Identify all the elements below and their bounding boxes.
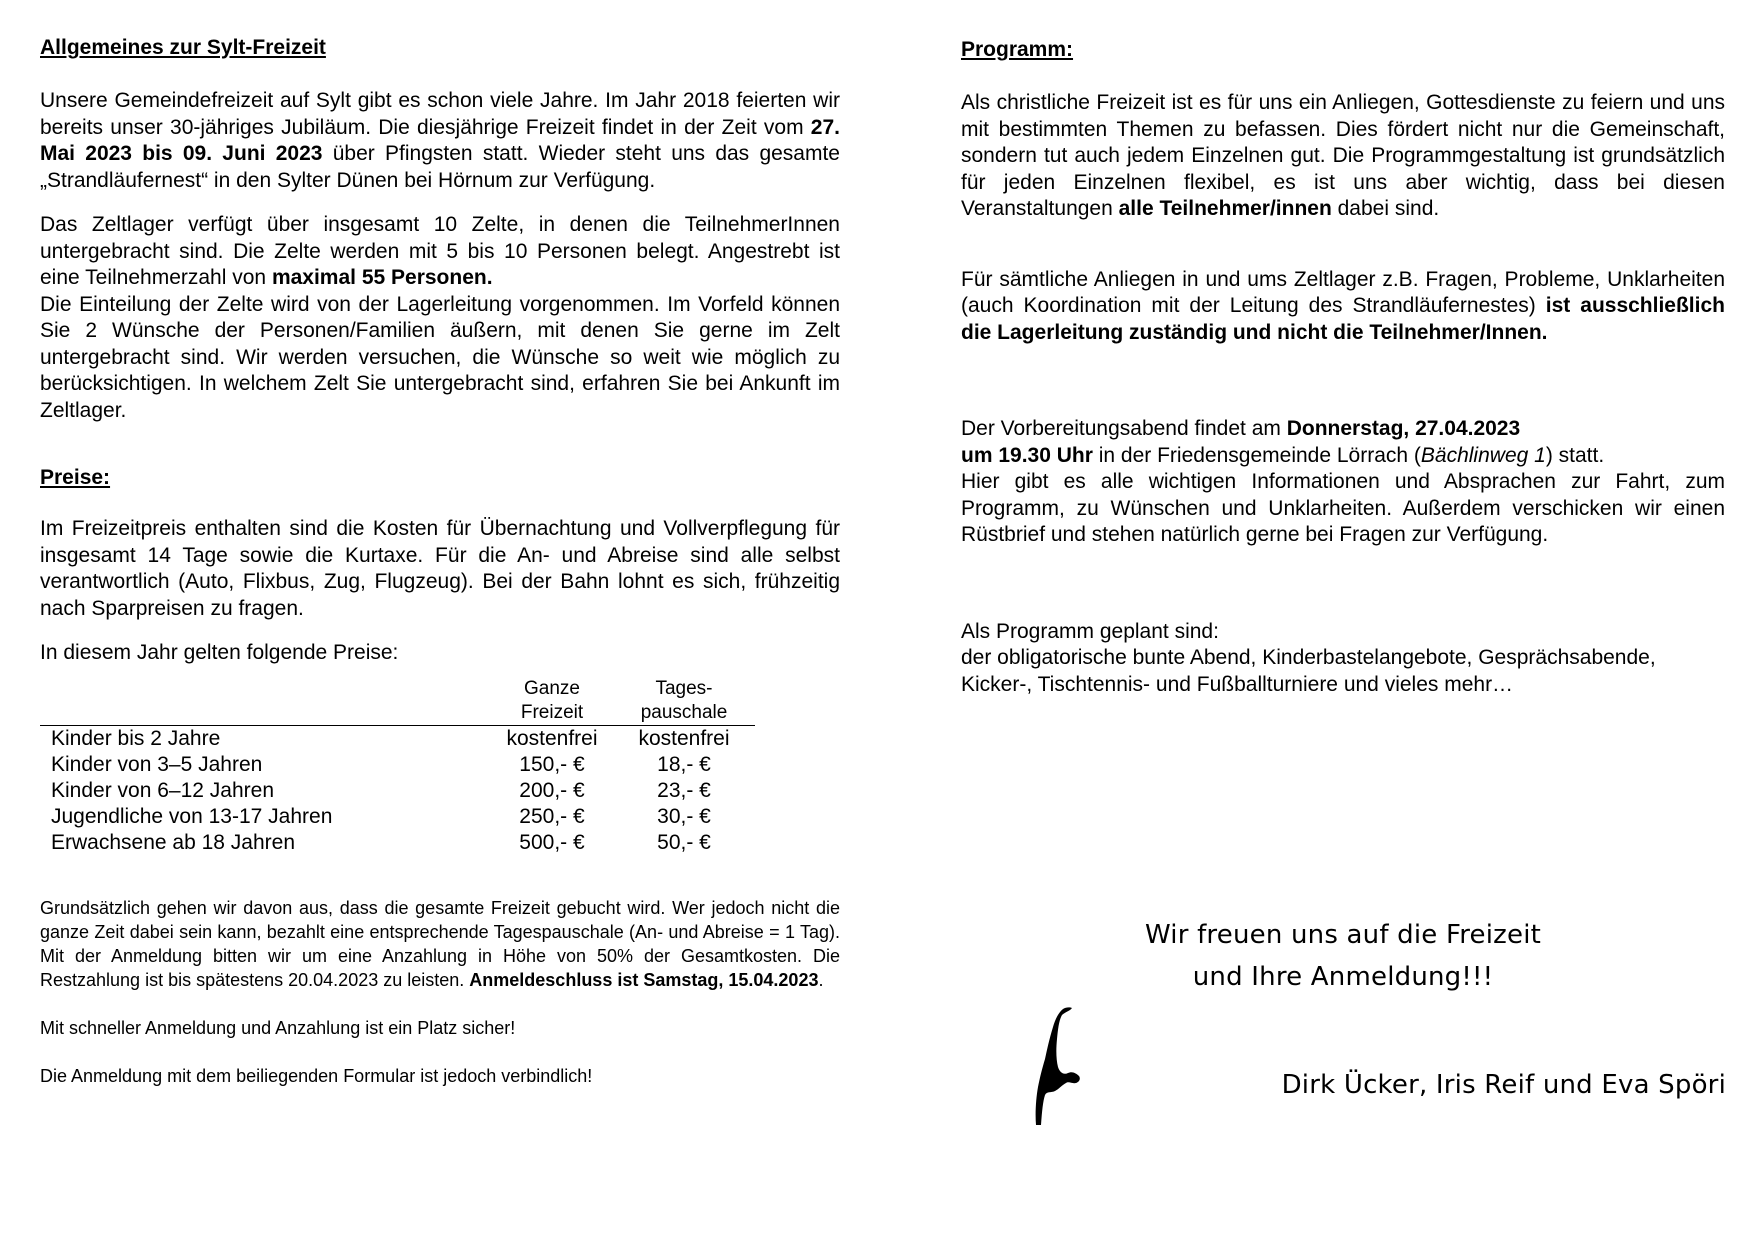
paragraph-preparation-evening: Der Vorbereitungsabend findet am Donnerstag, 27.04.2023 um 19.30 Uhr in der Friedensgemeinde Lörrach (Bächlinweg 1) statt. [961,417,1605,467]
paragraph-tents: Das Zeltlager verfügt über insgesamt 10 Zelte, in denen die TeilnehmerInnen untergebracht sind. Die Zelte werden mit 5 bis 10 Personen belegt. Angestrebt ist eine Teilnehmerzahl von maximal 55 Personen. [40,213,840,289]
closing-line-1: Wir freuen uns auf die Freizeit [1144,920,1542,950]
header-full-stay: Ganze Freizeit [520,677,584,723]
paragraph-quick-registration: Mit schneller Anmeldung und Anzahlung ist ein Platz sicher! [40,1017,516,1038]
header-category [40,677,491,726]
table-row: Jugendliche von 13-17 Jahren 250,- € 30,- € [51,804,711,828]
paragraph-price-info: Im Freizeitpreis enthalten sind die Kosten für Übernachtung und Vollverpflegung für insgesamt 14 Tage sowie die Kurtaxe. Für die An- und Abreise sind alle selbst verantwortlich (Auto, Flixbus, Zug, Flugzeug). Bei der Bahn lohnt es sich, frühzeitig nach Sparpreisen zu fragen. [40,517,840,620]
heading-general: Allgemeines zur Sylt-Freizeit [40,36,326,59]
heading-program: Programm: [961,38,1074,61]
paragraph-planned-program-label: Als Programm geplant sind: [961,619,1219,643]
header-daily-rate: Tages- pauschale [640,677,728,723]
paragraph-planned-program: der obligatorische bunte Abend, Kinderbastelangebote, Gesprächsabende, Kicker-, Tischtennis- und Fußballturniere und vieles mehr… [961,646,1656,696]
table-row: Kinder von 6–12 Jahren 200,- € 23,- € [51,778,711,802]
paragraph-christian-program: Als christliche Freizeit ist es für uns ein Anliegen, Gottesdienste zu feiern und uns mit bestimmten Themen zu befassen. Dies fördert nicht nur die Gemeinschaft, sondern tut auch jedem Einzelnen gut. Die Programmgestaltung ist grundsätzlich für jeden Einzelnen flexibel, es ist uns aber wichtig, dass bei diesen Veranstaltungen alle Teilnehmer/innen dabei sind. [961,91,1725,220]
table-row: Erwachsene ab 18 Jahren 500,- € 50,- € [51,830,711,854]
paragraph-intro: Unsere Gemeindefreizeit auf Sylt gibt es schon viele Jahre. Im Jahr 2018 feierten wir bereits unser 30-jähriges Jubiläum. Die diesjährige Freizeit findet in der Zeit vom 27. Mai 2023 bis 09. Juni 2023 über Pfingsten statt. Wieder steht uns das gesamte „Strandläufernest“ in den Sylter Dünen bei Hörnum zur Verfügung. [40,89,840,192]
paragraph-price-intro: In diesem Jahr gelten folgende Preise: [40,641,399,664]
closing-line-2: und Ihre Anmeldung!!! [1192,962,1494,992]
paragraph-binding-registration: Die Anmeldung mit dem beiliegenden Formular ist jedoch verbindlich! [40,1065,593,1086]
sylt-island-icon [1030,1003,1086,1134]
closing-message [961,914,1725,998]
paragraph-tent-allocation: Die Einteilung der Zelte wird von der Lagerleitung vorgenommen. Im Vorfeld können Sie 2 Wünsche der Personen/Familien äußern, mit denen Sie gerne im Zelt untergebracht sind. Wir werden versuchen, die Wünsche so weit wie möglich zu berücksichtigen. In welchem Zelt Sie untergebracht sind, erfahren Sie bei Ankunft im Zeltlager. [40,292,840,422]
right-column [961,34,1725,698]
price-table [40,677,755,856]
heading-prices: Preise: [40,466,111,489]
signature: Dirk Ücker, Iris Reif und Eva Spöri [1281,1070,1726,1100]
paragraph-responsibility: Für sämtliche Anliegen in und ums Zeltlager z.B. Fragen, Probleme, Unklarheiten (auch Koordination mit der Leitung des Strandläufernestes) ist ausschließlich die Lagerleitung zuständig und nicht die Teilnehmer/Innen. [961,267,1725,344]
paragraph-payment: Grundsätzlich gehen wir davon aus, dass die gesamte Freizeit gebucht wird. Wer jedoch nicht die ganze Zeit dabei sein kann, bezahlt eine entsprechende Tagespauschale (An- und Abreise = 1 Tag). Mit der Anmeldung bitten wir um eine Anzahlung in Höhe von 50% der Gesamtkosten. Die Restzahlung ist bis spätestens 20.04.2023 zu leisten. Anmeldeschluss ist Samstag, 15.04.2023. [40,897,840,990]
price-table-header [40,677,755,726]
payment-notes [40,896,840,1088]
table-row: Kinder von 3–5 Jahren 150,- € 18,- € [51,752,711,776]
table-row: Kinder bis 2 Jahre kostenfrei kostenfrei [51,726,730,750]
paragraph-info-evening: Hier gibt es alle wichtigen Informationen und Absprachen zur Fahrt, zum Programm, zu Wünschen und Unklarheiten. Außerdem verschicken wir einen Rüstbrief und stehen natürlich gerne bei Fragen zur Verfügung. [961,470,1725,546]
left-column [40,34,840,1088]
